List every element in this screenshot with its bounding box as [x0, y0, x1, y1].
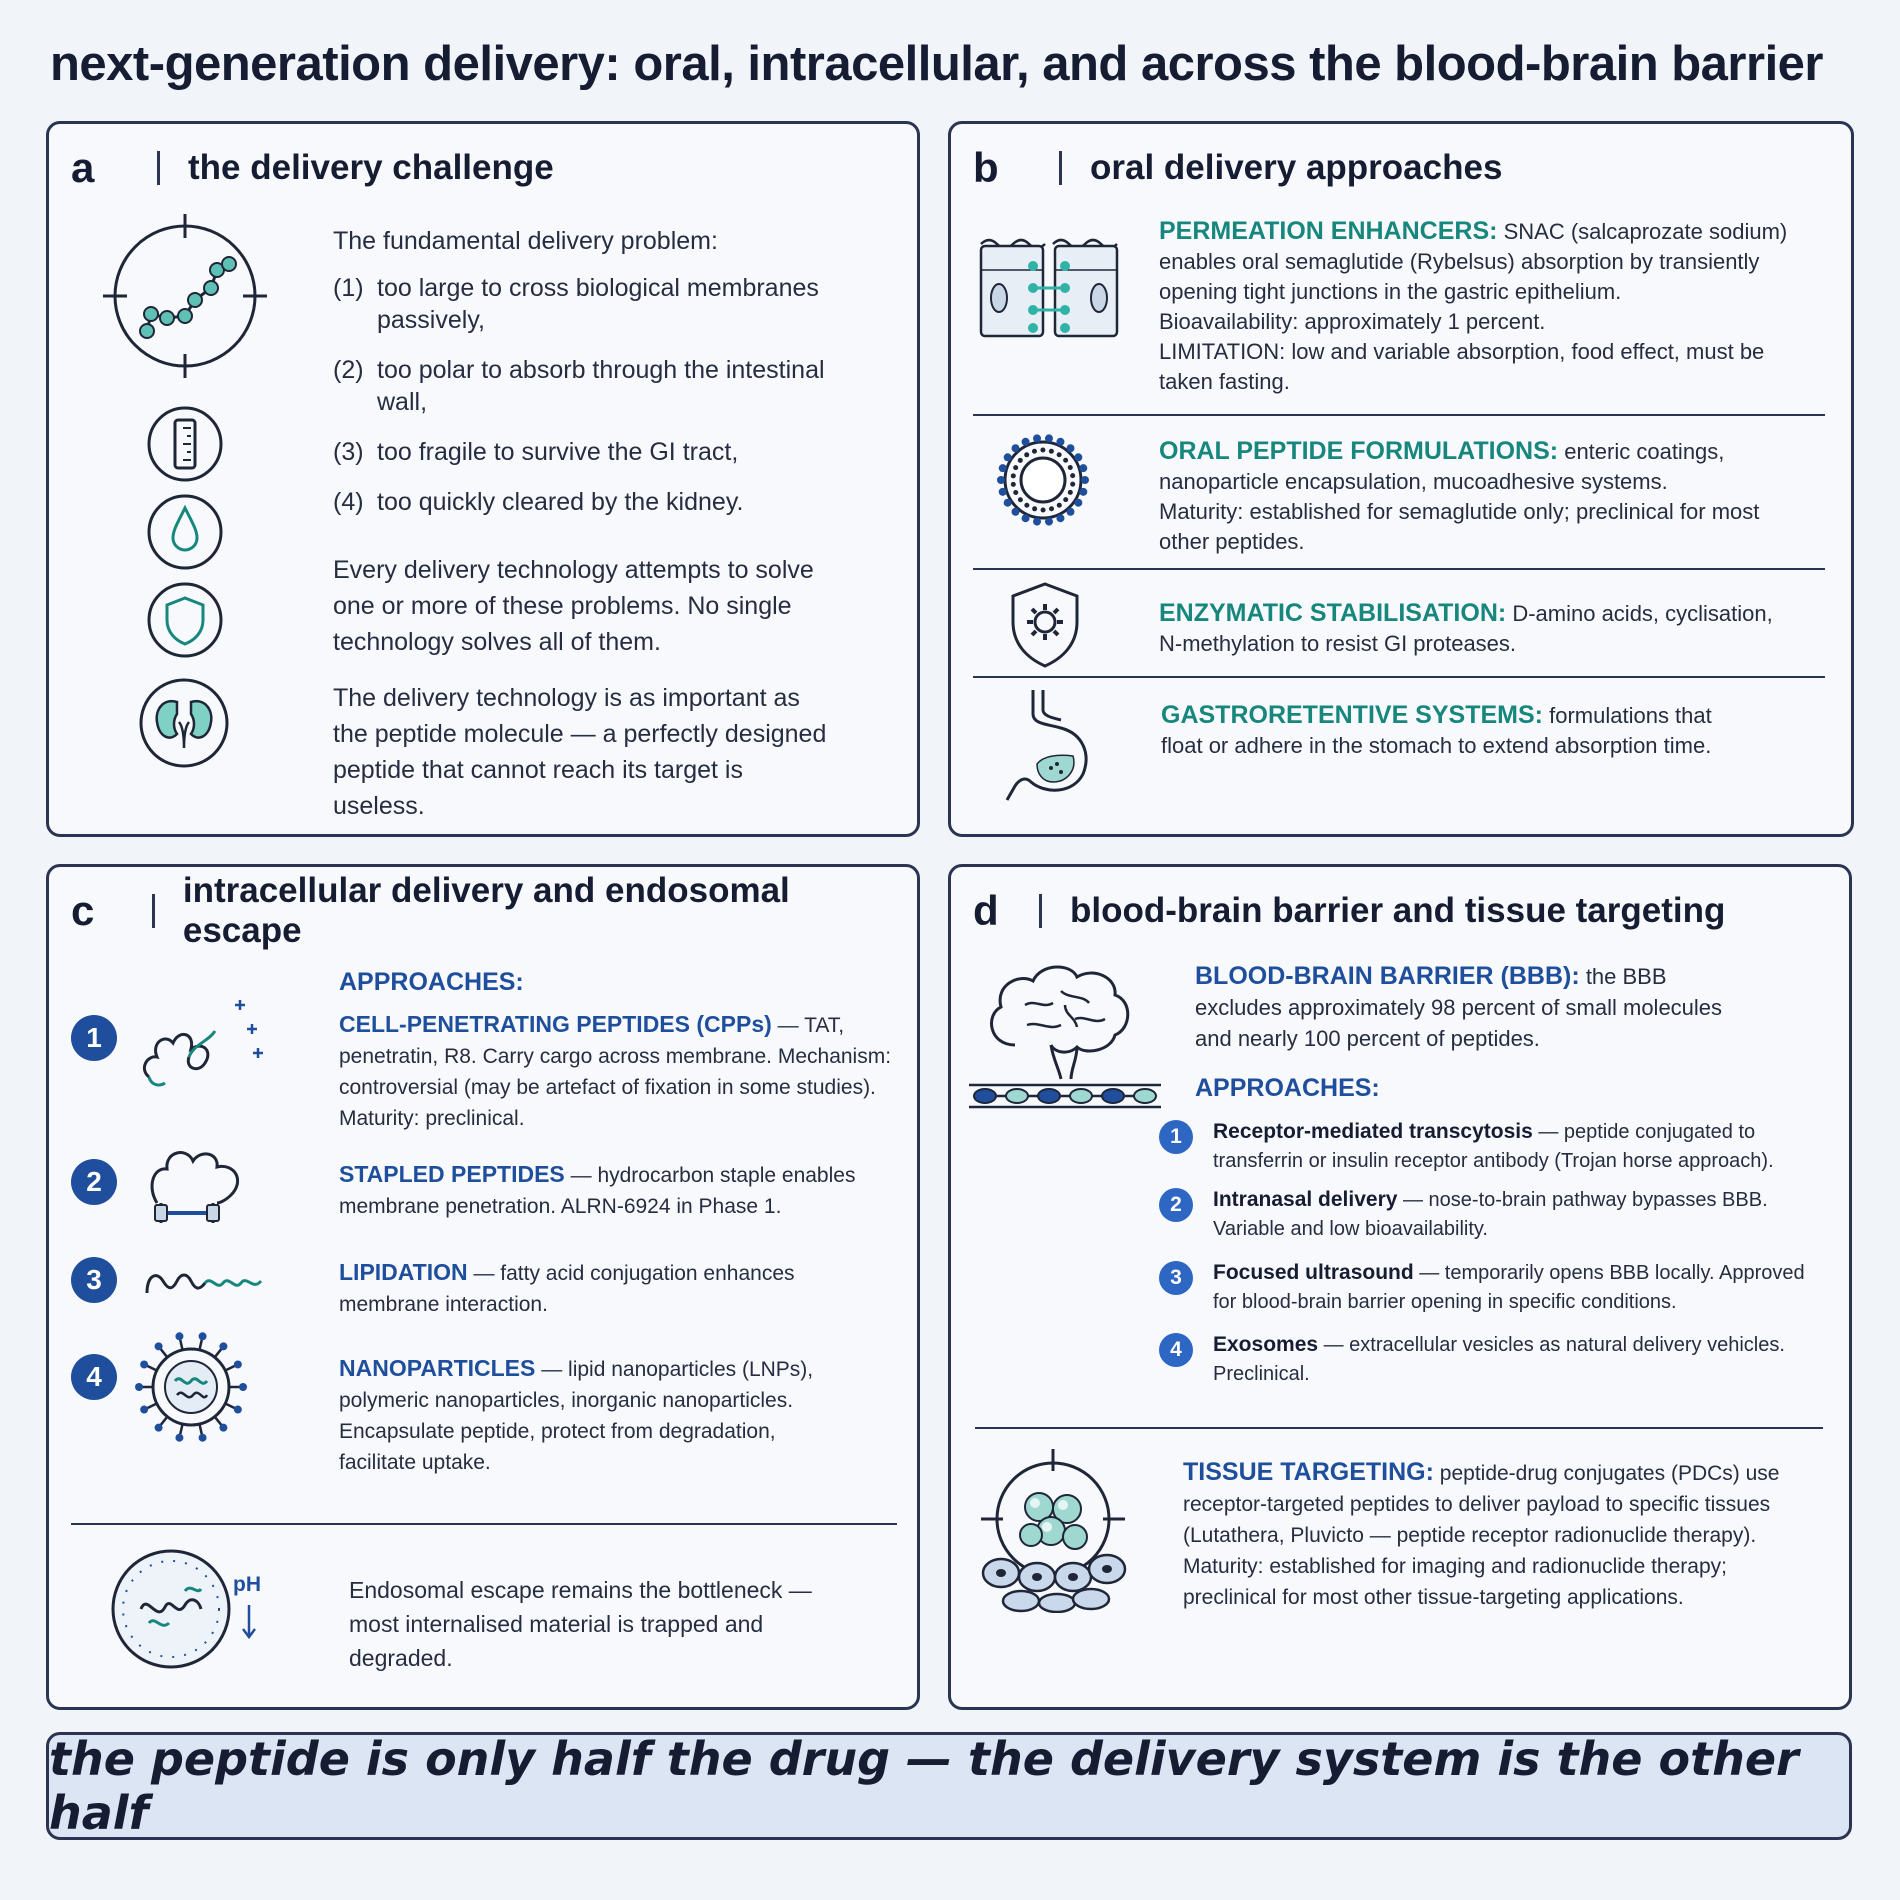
panel-title: intracellular delivery and endosomal escape [182, 871, 790, 950]
section-divider [975, 1427, 1823, 1429]
panel-letter: b [973, 144, 999, 191]
panel-a-header [67, 142, 554, 194]
droplet-icon [145, 492, 225, 572]
shield-icon [145, 580, 225, 660]
panel-a [46, 121, 920, 837]
peptide-target-icon [95, 206, 275, 386]
bbb-text: BLOOD-BRAIN BARRIER (BBB): the BBB excludes approximately 98 percent of small molecules and nearly 100 percent of peptides. [1195, 962, 1723, 1051]
problem-item: (4) too quickly cleared by the kidney. [333, 488, 744, 516]
number-badge: 4 [71, 1354, 117, 1400]
nanoparticle-icon [993, 430, 1093, 530]
endosomal-escape-text: Endosomal escape remains the bottleneck — most internalised material is trapped and degraded. [349, 1577, 812, 1671]
number-badge: 1 [71, 1015, 117, 1061]
footer-banner [46, 1732, 1852, 1840]
approaches-label: APPROACHES: [339, 968, 524, 996]
header-divider [1059, 151, 1062, 185]
stomach-icon [987, 684, 1107, 804]
oral-formulations-text: ORAL PEPTIDE FORMULATIONS: enteric coatings, nanoparticle encapsulation, mucoadhesive systems. Maturity: established for semaglutide only; preclinical for most other peptides. [1159, 437, 1760, 554]
ruler-icon [145, 404, 225, 484]
problem-item: (2) too polar to absorb through the intestinal wall, [333, 356, 825, 416]
intranasal-text: Intranasal delivery — nose-to-brain pathway bypasses BBB. Variable and low bioavailability. [1213, 1188, 1768, 1240]
cpp-text: CELL-PENETRATING PEPTIDES (CPPs) — TAT, penetratin, R8. Carry cargo across membrane. Mechanism: controversial (may be artefact of fixation in some studies). Maturity: preclinical. [339, 1011, 892, 1130]
summary-paragraph: Every delivery technology attempts to solve one or more of these problems. No single technology solves all of them. [333, 556, 814, 656]
panel-c [46, 864, 920, 1710]
epithelium-tight-junction-icon [977, 232, 1121, 342]
permeation-enhancers-text: PERMEATION ENHANCERS: SNAC (salcaprozate sodium) enables oral semaglutide (Rybelsus) absorption by transiently opening tight junctions in the gastric epithelium. Bioavailability: approximately 1 percent. LIMITATION: low and variable absorption, food effect, must be taken fasting. [1159, 217, 1788, 394]
panel-d-header [969, 885, 1725, 937]
panel-letter: a [71, 144, 95, 191]
brain-barrier-icon [965, 955, 1165, 1123]
problem-item: (3) too fragile to survive the GI tract, [333, 438, 739, 466]
endosome-icon [105, 1539, 285, 1679]
number-badge: 2 [71, 1159, 117, 1205]
importance-paragraph: The delivery technology is as important as the peptide molecule — a perfectly designed peptide that cannot reach its target is useless. [333, 684, 827, 820]
ph-label: pH [233, 1573, 261, 1596]
panel-b-header [969, 142, 1502, 194]
page-title: next-generation delivery: oral, intracellular, and across the blood-brain barrier [50, 37, 1824, 91]
header-divider [152, 894, 155, 928]
enzymatic-stabilisation-text: ENZYMATIC STABILISATION: D-amino acids, cyclisation, N-methylation to resist GI proteases. [1159, 599, 1773, 656]
cell-penetrating-peptide-icon [129, 985, 269, 1095]
section-divider [973, 568, 1825, 570]
number-badge: 2 [1159, 1188, 1193, 1222]
stapled-peptide-icon [145, 1133, 255, 1229]
nanoparticles-text: NANOPARTICLES — lipid nanoparticles (LNPs), polymeric nanoparticles, inorganic nanoparticles. Encapsulate peptide, protect from degradation, facilitate uptake. [339, 1355, 814, 1474]
kidney-icon [137, 676, 231, 770]
focused-ultrasound-text: Focused ultrasound — temporarily opens BBB locally. Approved for blood-brain barrier opening in specific conditions. [1213, 1261, 1805, 1313]
panel-title: the delivery challenge [188, 148, 554, 187]
panel-title: oral delivery approaches [1090, 148, 1503, 187]
footer-tagline: the peptide is only half the drug — the delivery system is the other half [49, 1732, 1799, 1840]
stapled-peptides-text: STAPLED PEPTIDES — hydrocarbon staple enables membrane penetration. ALRN-6924 in Phase 1. [339, 1161, 856, 1218]
number-badge: 3 [1159, 1261, 1193, 1295]
problem-item: (1) too large to cross biological membranes passively, [333, 274, 819, 334]
panel-letter: d [973, 887, 999, 934]
number-badge: 3 [71, 1257, 117, 1303]
panel-c-header [67, 871, 917, 950]
section-divider [973, 676, 1825, 678]
exosomes-text: Exosomes — extracellular vesicles as natural delivery vehicles. Preclinical. [1213, 1333, 1785, 1385]
panel-d [948, 864, 1852, 1710]
lipidation-chain-icon [141, 1251, 271, 1311]
tissue-targeting-text: TISSUE TARGETING: peptide-drug conjugates (PDCs) use receptor-targeted peptides to deliver payload to specific tissues (Lutathera, Pluvicto — peptide receptor radionuclide therapy). Maturity: established for imaging and radionuclide therapy; preclinical for most other tissue-targeting applications. [1183, 1458, 1780, 1609]
panel-b [948, 121, 1854, 837]
section-divider [71, 1523, 897, 1525]
header-divider [157, 151, 160, 185]
tissue-targeting-icon [977, 1445, 1143, 1613]
lipid-nanoparticle-icon [133, 1329, 249, 1445]
lipidation-text: LIPIDATION — fatty acid conjugation enhances membrane interaction. [339, 1259, 795, 1316]
problem-list [333, 272, 853, 536]
number-badge: 1 [1159, 1120, 1193, 1154]
gear-shield-icon [1007, 580, 1083, 670]
transcytosis-text: Receptor-mediated transcytosis — peptide conjugated to transferrin or insulin receptor antibody (Trojan horse approach). [1213, 1120, 1774, 1172]
number-badge: 4 [1159, 1333, 1193, 1367]
problem-intro: The fundamental delivery problem: [333, 227, 718, 255]
panel-letter: c [71, 887, 95, 934]
panel-title: blood-brain barrier and tissue targeting [1070, 891, 1726, 930]
header-divider [1039, 894, 1042, 928]
section-divider [973, 414, 1825, 416]
gastroretentive-text: GASTRORETENTIVE SYSTEMS: formulations that float or adhere in the stomach to extend absorption time. [1161, 701, 1712, 758]
approaches-label: APPROACHES: [1195, 1074, 1380, 1102]
